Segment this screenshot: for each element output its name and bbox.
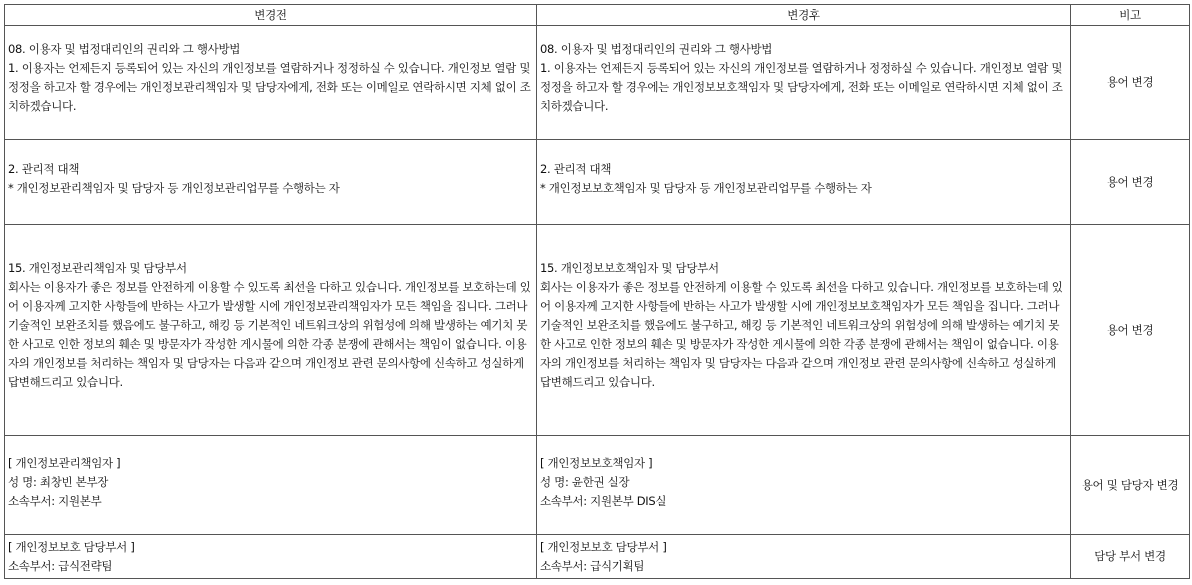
manager-department: 소속부서: 지원본부 DIS실 [540,494,667,508]
section-heading: [ 개인정보보호 담당부서 ] [8,540,135,554]
table-row [5,26,1190,140]
section-heading: 2. 관리적 대책 [8,162,80,176]
section-heading: 08. 이용자 및 법정대리인의 권리와 그 행사방법 [8,42,241,56]
note-cell: 담당 부서 변경 [1071,535,1190,579]
section-heading: [ 개인정보관리책임자 ] [8,456,121,470]
manager-name: 성 명: 윤한권 실장 [540,475,630,489]
note-cell: 용어 및 담당자 변경 [1071,436,1190,535]
manager-department: 소속부서: 지원본부 [8,494,102,508]
department-name: 소속부서: 급식기획팀 [540,559,645,573]
table-row [5,436,1190,535]
department-name: 소속부서: 급식전략팀 [8,559,113,573]
table-row [5,140,1190,225]
header-before: 변경전 [5,5,537,26]
before-cell [5,26,537,140]
section-heading: 15. 개인정보관리책임자 및 담당부서 [8,261,187,275]
before-cell [5,225,537,436]
section-body: 1. 이용자는 언제든지 등록되어 있는 자신의 개인정보를 열람하거나 정정하실 수 있습니다. 개인정보 열람 및 정정을 하고자 할 경우에는 개인정보관리책임자 및 담당자에게, 전화 또는 이메일로 연락하시면 지체 없이 조치하겠습니다. [8,61,534,113]
after-cell [537,140,1071,225]
table-row [5,535,1190,579]
note-cell: 용어 변경 [1071,26,1190,140]
section-heading: 2. 관리적 대책 [540,162,612,176]
header-row [5,5,1190,26]
section-body: 회사는 이용자가 좋은 정보를 안전하게 이용할 수 있도록 최선을 다하고 있습니다. 개인정보를 보호하는데 있어 이용자께 고지한 사항들에 반하는 사고가 발생할 시에 개인정보관리책임자가 모든 책임을 집니다. 그러나 기술적인 보완조치를 했음에도 불구하고, 해킹 등 기본적인 네트워크상의 위험성에 의해 발생하는 예기치 못한 사고로 인한 정보의 훼손 및 방문자가 작성한 게시물에 의한 각종 분쟁에 관해서는 책임이 없습니다. 이용자의 개인정보를 처리하는 책임자 및 담당자는 다음과 같으며 개인정보 관련 문의사항에 신속하고 성실하게 답변해드리고 있습니다. [8,280,531,389]
header-note: 비고 [1071,5,1190,26]
section-heading: [ 개인정보보호책임자 ] [540,456,653,470]
before-cell [5,436,537,535]
after-cell [537,225,1071,436]
change-comparison-table [4,4,1190,579]
note-cell: 용어 변경 [1071,140,1190,225]
section-body: * 개인정보관리책임자 및 담당자 등 개인정보관리업무를 수행하는 자 [8,181,340,195]
before-cell [5,535,537,579]
before-cell [5,140,537,225]
after-cell [537,436,1071,535]
after-cell [537,26,1071,140]
section-body: 1. 이용자는 언제든지 등록되어 있는 자신의 개인정보를 열람하거나 정정하실 수 있습니다. 개인정보 열람 및 정정을 하고자 할 경우에는 개인정보보호책임자 및 담당자에게, 전화 또는 이메일로 연락하시면 지체 없이 조치하겠습니다. [540,61,1066,113]
header-after: 변경후 [537,5,1071,26]
note-cell: 용어 변경 [1071,225,1190,436]
section-heading: [ 개인정보보호 담당부서 ] [540,540,667,554]
section-heading: 08. 이용자 및 법정대리인의 권리와 그 행사방법 [540,42,773,56]
table-row [5,225,1190,436]
manager-name: 성 명: 최창빈 본부장 [8,475,109,489]
section-body: 회사는 이용자가 좋은 정보를 안전하게 이용할 수 있도록 최선을 다하고 있습니다. 개인정보를 보호하는데 있어 이용자께 고지한 사항들에 반하는 사고가 발생할 시에 개인정보보호책임자가 모든 책임을 집니다. 그러나 기술적인 보완조치를 했음에도 불구하고, 해킹 등 기본적인 네트워크상의 위험성에 의해 발생하는 예기치 못한 사고로 인한 정보의 훼손 및 방문자가 작성한 게시물에 의한 각종 분쟁에 관해서는 책임이 없습니다. 이용자의 개인정보를 처리하는 책임자 및 담당자는 다음과 같으며 개인정보 관련 문의사항에 신속하고 성실하게 답변해드리고 있습니다. [540,280,1063,389]
after-cell [537,535,1071,579]
section-heading: 15. 개인정보보호책임자 및 담당부서 [540,261,719,275]
section-body: * 개인정보보호책임자 및 담당자 등 개인정보관리업무를 수행하는 자 [540,181,872,195]
